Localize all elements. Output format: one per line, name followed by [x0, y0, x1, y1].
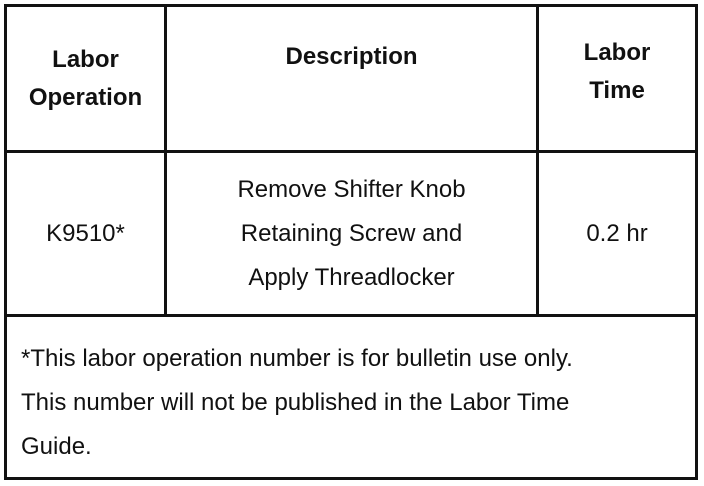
labor-table — [4, 4, 698, 480]
header-description — [167, 7, 536, 107]
row-labor-time — [539, 153, 695, 314]
row-labor-operation — [7, 153, 164, 314]
header-description-label: Description — [285, 43, 418, 70]
header-labor-operation — [7, 7, 164, 150]
row-labor-operation-value: K9510* — [46, 219, 125, 247]
row-divider — [7, 314, 695, 317]
header-labor-time — [539, 7, 695, 137]
footnote: *This labor operation number is for bulletin use only. This number will not be published in the Labor Time Guide. — [21, 345, 573, 460]
row-description — [167, 153, 536, 314]
row-description-value: Remove Shifter Knob Retaining Screw and Apply Threadlocker — [237, 175, 466, 291]
header-labor-operation-label: Labor Operation — [28, 45, 143, 111]
header-labor-time-label: Labor Time — [583, 39, 651, 104]
row-labor-time-value: 0.2 hr — [586, 219, 648, 247]
